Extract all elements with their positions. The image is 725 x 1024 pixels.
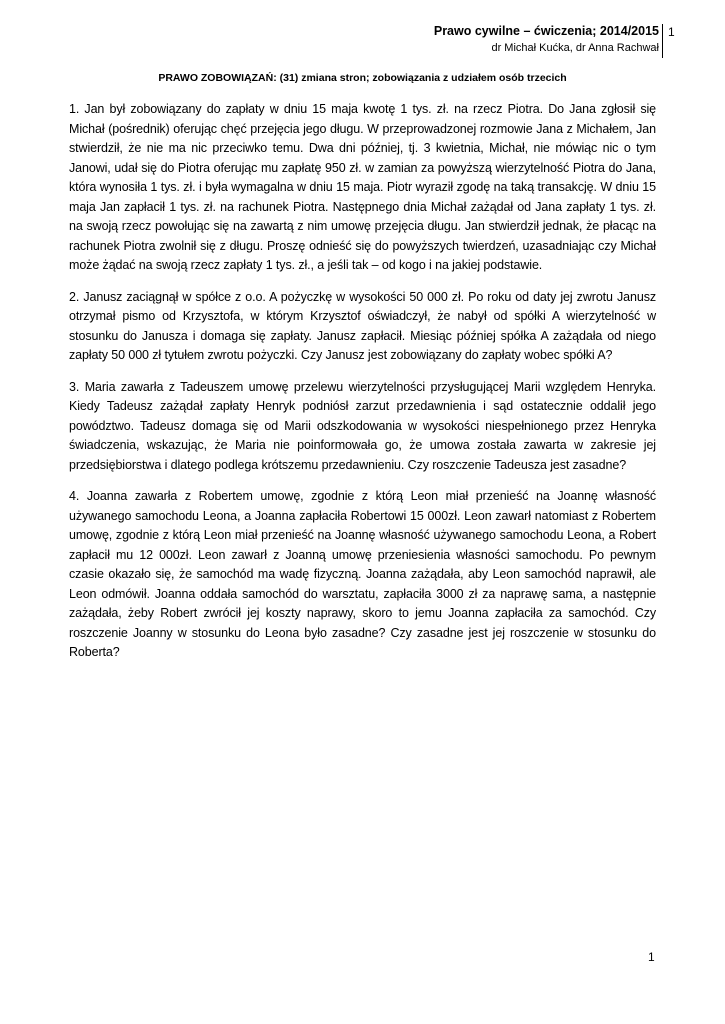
header-divider: [662, 24, 663, 58]
document-title: PRAWO ZOBOWIĄZAŃ: (31) zmiana stron; zobowiązania z udziałem osób trzecich: [158, 72, 567, 84]
header-page-number: 1: [668, 25, 675, 39]
document-body: [69, 100, 656, 675]
header-title: Prawo cywilne – ćwiczenia; 2014/2015: [433, 24, 659, 38]
footer-page-number: 1: [648, 950, 655, 964]
paragraph-2: 2. Janusz zaciągnął w spółce z o.o. A pożyczkę w wysokości 50 000 zł. Po roku od daty jej zwrotu Janusz otrzymał pismo od Krzysztofa, w którym Krzysztof oświadczył, że nabył od spółki A wierzytelność w stosunku do Janusza i domaga się zapłaty. Janusz zapłacił. Miesiąc później spółka A zażądała od niego zapłaty 50 000 zł tytułem zwrotu pożyczki. Czy Janusz jest zobowiązany do zapłaty wobec spółki A?: [69, 289, 656, 362]
page-header: [434, 22, 659, 56]
paragraph-4: 4. Joanna zawarła z Robertem umowę, zgodnie z którą Leon miał przenieść na Joannę własność używanego samochodu Leona, a Joanna zapłaciła Robertowi 15 000zł. Leon zawarł natomiast z Robertem umowę, zgodnie z którą Leon miał przenieść na Joannę własność używanego samochodu Leona, a Robert zapłacił mu 12 000zł. Leon zawarł z Joanną umowę przeniesienia własności samochodu. Po pewnym czasie okazało się, że samochód ma wadę fizyczną. Joanna zażądała, aby Leon samochód naprawił, ale Leon odmówił. Joanna oddała samochód do warsztatu, zapłaciła 3000 zł za naprawę sama, a następnie zażądała, żeby Robert zwrócił jej koszty naprawy, skoro to jemu Joanna zapłaciła za samochód. Czy roszczenie Joanny w stosunku do Leona było zasadne? Czy zasadne jest jej roszczenie w stosunku do Roberta?: [69, 489, 656, 659]
header-authors: dr Michał Kućka, dr Anna Rachwał: [491, 42, 659, 54]
paragraph-1: 1. Jan był zobowiązany do zapłaty w dniu 15 maja kwotę 1 tys. zł. na rzecz Piotra. Do Jana zgłosił się Michał (pośrednik) oferując chęć przejęcia jego długu. W przeprowadzonej rozmowie Jana z Michałem, Jan stwierdził, że nie ma nic przeciwko temu. Dwa dni później, tj. 3 kwietnia, Michał, nie mówiąc nic o tym Janowi, udał się do Piotra oferując mu zapłatę 950 zł. w zamian za powyższą wierzytelność Piotra do Jana, która wynosiła 1 tys. zł. i była wymagalna w dniu 15 maja. Piotr wyraził zgodę na taką transakcję. W dniu 15 maja Jan zapłacił 1 tys. zł. na rachunek Piotra. Następnego dnia Michał zażądał od Jana zapłaty 1 tys. zł. na swoją rzecz powołując się na zawartą z nim umowę przejęcia długu. Jan stwierdził jednak, że płacąc na rachunek Piotra zwolnił się z długu. Proszę odnieść się do powyższych twierdzeń, uzasadniając czy Michał może żądać na swoją rzecz zapłaty 1 tys. zł., a jeśli tak – od kogo i na jakiej podstawie.: [69, 102, 656, 272]
paragraph-3: 3. Maria zawarła z Tadeuszem umowę przelewu wierzytelności przysługującej Marii względem Henryka. Kiedy Tadeusz zażądał zapłaty Henryk podniósł zarzut przedawnienia i sąd ostatecznie oddalił jego powództwo. Tadeusz domaga się od Marii odszkodowania w wysokości niespełnionego przez Henryka świadczenia, wskazując, że Maria nie poinformowała go, że umowa została zawarta w zakresie jej przedsiębiorstwa i dlatego podlega krótszemu przedawnieniu. Czy roszczenie Tadeusza jest zasadne?: [69, 379, 656, 472]
